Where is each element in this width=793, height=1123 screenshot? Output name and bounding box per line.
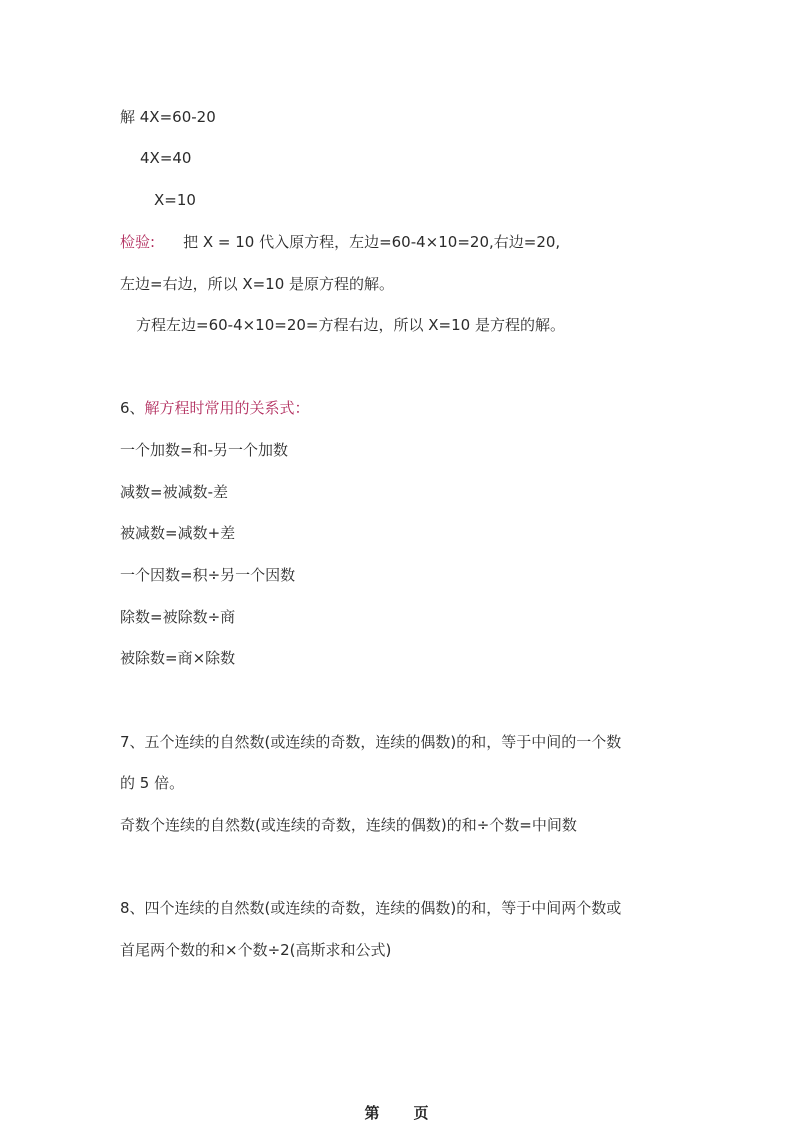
relation-item: 一个因数=积÷另一个因数 — [120, 566, 296, 584]
check-line-1 — [120, 232, 560, 252]
relation-item: 一个加数=和-另一个加数 — [120, 441, 288, 459]
solution-line-1: 解 4X=60-20 — [120, 108, 216, 126]
footer-left: 第 — [364, 1104, 380, 1122]
relation-item: 减数=被减数-差 — [120, 483, 228, 501]
section-8-line-1: 8、四个连续的自然数(或连续的奇数，连续的偶数)的和，等于中间两个数或 — [120, 899, 622, 917]
section-7-line-1: 7、五个连续的自然数(或连续的奇数，连续的偶数)的和，等于中间的一个数 — [120, 733, 622, 751]
section-6-title: 解方程时常用的关系式： — [144, 399, 310, 417]
section-7-line-3: 奇数个连续的自然数(或连续的奇数，连续的偶数)的和÷个数=中间数 — [120, 816, 577, 834]
section-6-heading — [120, 398, 310, 418]
section-7-line-2: 的 5 倍。 — [120, 774, 185, 792]
relation-item: 被减数=减数+差 — [120, 524, 236, 542]
page-footer — [0, 1103, 793, 1123]
solution-line-2: 4X=40 — [140, 149, 192, 167]
footer-right: 页 — [413, 1104, 429, 1122]
relation-item: 被除数=商×除数 — [120, 649, 236, 667]
check-line-2: 左边=右边，所以 X=10 是原方程的解。 — [120, 275, 395, 293]
relation-item: 除数=被除数÷商 — [120, 608, 236, 626]
check-line-3: 方程左边=60-4×10=20=方程右边，所以 X=10 是方程的解。 — [136, 316, 565, 334]
section-6-number: 6、 — [120, 399, 145, 417]
check-text: 把 X = 10 代入原方程，左边=60-4×10=20,右边=20, — [183, 233, 561, 251]
solution-line-3: X=10 — [154, 191, 196, 209]
check-label: 检验: — [120, 233, 156, 251]
section-8-line-2: 首尾两个数的和×个数÷2(高斯求和公式) — [120, 941, 392, 959]
